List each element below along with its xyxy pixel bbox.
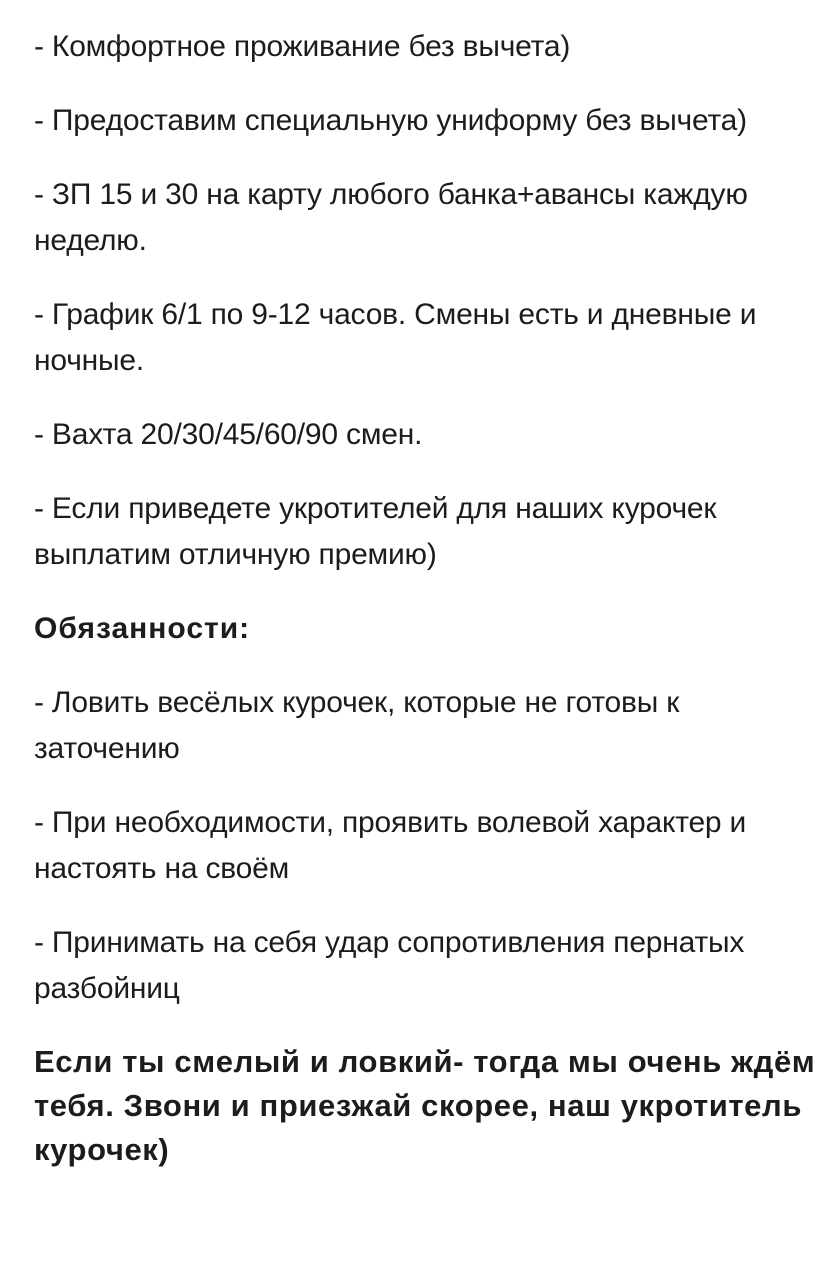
benefit-item: - График 6/1 по 9-12 часов. Смены есть и дневные и ночные. [34,298,757,377]
benefit-item: - ЗП 15 и 30 на карту любого банка+авансы каждую неделю. [34,178,748,257]
post-text [34,24,824,1172]
benefit-item: - Предоставим специальную униформу без вычета) [34,104,747,137]
duty-item: - Ловить весёлых курочек, которые не готовы к заточению [34,686,680,765]
duty-item: - Принимать на себя удар сопротивления пернатых разбойниц [34,926,745,1005]
closing-message: Если ты смелый и ловкий- тогда мы очень ждём тебя. Звони и приезжай скорее, наш укротитель курочек) [34,1044,816,1167]
duty-item: - При необходимости, проявить волевой характер и настоять на своём [34,806,747,885]
benefit-item: - Если приведете укротителей для наших курочек выплатим отличную премию) [34,492,717,571]
benefit-item: - Вахта 20/30/45/60/90 смен. [34,418,423,451]
duties-heading: Обязанности: [34,612,251,645]
benefit-item: - Комфортное проживание без вычета) [34,30,571,63]
